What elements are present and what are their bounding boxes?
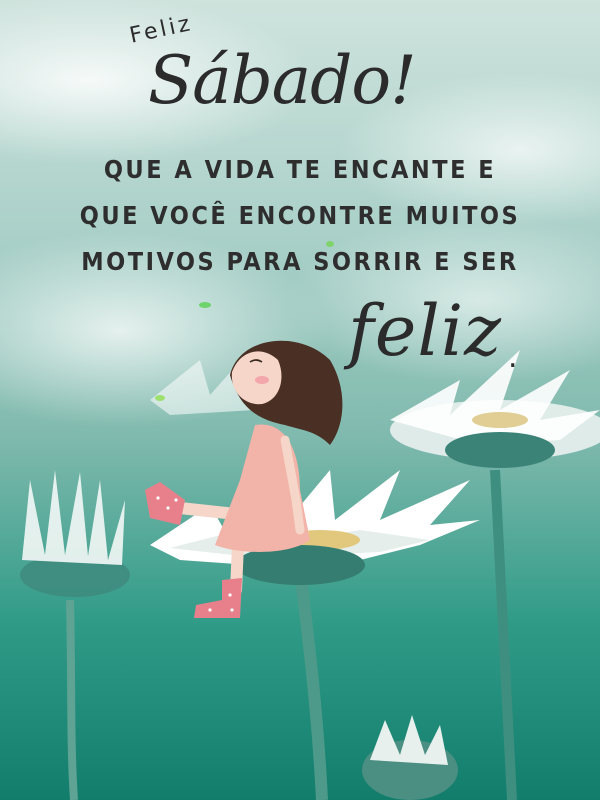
message-line-3: MOTIVOS PARA SORRIR E SER: [81, 247, 519, 276]
greeting-day: Sábado!: [148, 42, 416, 119]
message-line-1: QUE A VIDA TE ENCANTE E: [103, 155, 497, 184]
daisy-left: [20, 470, 130, 597]
message-line-2: QUE VOCÊ ENCONTRE MUITOS: [79, 201, 521, 230]
daisy-bud-bottom: [362, 715, 458, 800]
final-dot: .: [508, 340, 518, 375]
leaf-particle: [199, 302, 211, 308]
greeting-small: Feliz: [127, 11, 195, 49]
stem-right: [495, 470, 512, 800]
stem-left: [70, 600, 74, 800]
leaf-particle: [155, 395, 165, 401]
stem-center: [300, 570, 322, 800]
final-word: feliz: [348, 290, 502, 372]
daisy-main: [150, 470, 480, 585]
